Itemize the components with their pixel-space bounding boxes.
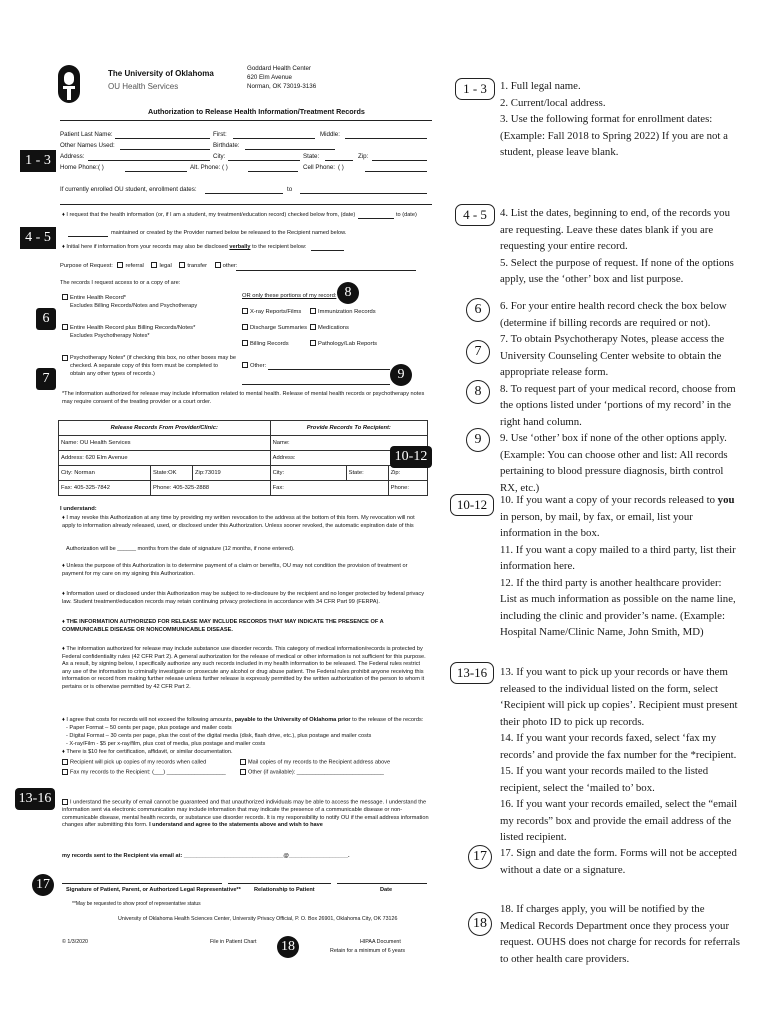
instr-10-c: in person, by mail, by fax, or email, list your information in the box. xyxy=(500,510,693,539)
enrollment-to: to xyxy=(287,186,293,193)
recipient-state-field[interactable]: State: xyxy=(346,466,388,481)
immunization-checkbox[interactable] xyxy=(310,308,316,314)
verbal-initial-field[interactable] xyxy=(311,250,344,251)
marker-9-form: 9 xyxy=(390,364,412,386)
understand-substance xyxy=(62,646,428,692)
first-name-label: First: xyxy=(213,131,227,138)
birthdate-label: Birthdate: xyxy=(213,142,240,149)
instructions-10-12 xyxy=(500,492,740,641)
purpose-legal-label: legal xyxy=(159,263,172,269)
portion-pathology xyxy=(310,340,377,348)
verbal-text-c: to the recipient below: xyxy=(252,244,307,250)
marker-10-12-right: 10-12 xyxy=(450,494,494,516)
substance-text: The information authorized for release may include substance use disorder records. This category of medical information/records is protected by Federal confidentiality rules (42 CFR Part 2). A general authorization for the release of medical or other information is not sufficient for this purpose. As a result, by signing below, I specifically authorize any such records included in my health information to be released. The Federal rules restrict any use of the information to criminally investigate or prosecute any alcohol or drug abuse patient. The Federal rules prohibit anyone receiving this information or record from making further release unless further release is expressly permitted by the written authorization of the person to whom it pertains or is otherwise permitted by 42 CFR Part 2. xyxy=(62,646,426,690)
understand-caps xyxy=(62,619,428,634)
marker-18-form: 18 xyxy=(277,936,299,958)
marker-4-5-right: 4 - 5 xyxy=(455,204,495,226)
entire-plus-row xyxy=(62,324,195,332)
entire-record-row xyxy=(62,294,126,302)
request-line-1 xyxy=(62,211,355,219)
cost-text-a: I agree that costs for records will not exceed the following amounts, xyxy=(66,717,234,723)
portion-other-checkbox[interactable] xyxy=(242,362,248,368)
last-name-field[interactable] xyxy=(115,138,210,139)
release-table xyxy=(58,420,428,496)
portion-immunization xyxy=(310,308,376,316)
medications-label: Medications xyxy=(318,325,349,331)
form-title: Authorization to Release Health Information/Treatment Records xyxy=(148,107,365,116)
request-to-date-field[interactable] xyxy=(68,236,108,237)
header-address-1: Goddard Health Center xyxy=(247,65,311,72)
portion-other-field[interactable] xyxy=(268,369,390,370)
delivery-mail xyxy=(240,759,390,767)
medications-checkbox[interactable] xyxy=(310,324,316,330)
marker-6-right: 6 xyxy=(466,298,490,322)
footer-hipaa: HIPAA Document xyxy=(360,939,401,945)
university-name: The University of Oklahoma xyxy=(108,69,214,78)
mental-health-note: *The information authorized for release may include information related to mental health. Release of mental health records or psychotherapy notes may require consent of the treating provider or a court order. xyxy=(62,391,425,405)
home-phone-paren[interactable]: ( ) xyxy=(98,164,104,171)
records-request-label: The records I request access to or a copy of are: xyxy=(60,280,181,286)
provider-state: State:OK xyxy=(151,466,193,481)
pathology-checkbox[interactable] xyxy=(310,340,316,346)
psycho-line-3: obtain any other types of records.) xyxy=(70,371,155,377)
xray-checkbox[interactable] xyxy=(242,308,248,314)
marker-10-12-form: 10-12 xyxy=(390,446,432,468)
marker-17-form: 17 xyxy=(32,874,54,896)
instr-16: 16. If you want your records emailed, select the “email my records” box and provide the email address of the listed recipient. xyxy=(500,798,738,843)
entire-plus-note: Excludes Psychotherapy Notes* xyxy=(70,333,150,339)
delivery-fax xyxy=(62,769,226,777)
cell-phone-label: Cell Phone: xyxy=(303,164,335,171)
instr-2: 2. Current/local address. xyxy=(500,96,606,109)
instr-10 xyxy=(500,492,740,542)
cell-phone-field[interactable] xyxy=(365,171,427,172)
recipient-address-field[interactable]: Address: xyxy=(270,451,427,466)
purpose-legal-checkbox[interactable] xyxy=(151,262,157,268)
provider-name: Name: OU Health Services xyxy=(59,436,271,451)
bullet: ♦ xyxy=(62,591,67,597)
marker-8-right: 8 xyxy=(466,380,490,404)
middle-name-field[interactable] xyxy=(345,138,427,139)
zip-field[interactable] xyxy=(372,160,427,161)
portions-label: OR only these portions of my record: xyxy=(242,293,337,299)
bullet: ♦ xyxy=(62,563,67,569)
bullet: ♦ xyxy=(62,244,67,250)
recipient-city-field[interactable]: City: xyxy=(270,466,346,481)
footer-file: File in Patient Chart xyxy=(210,939,257,945)
title-rule xyxy=(60,120,432,121)
header-address-3: Norman, OK 73019-3136 xyxy=(247,83,317,90)
purpose-label: Purpose of Request: xyxy=(60,263,113,269)
bullet: ♦ xyxy=(62,749,67,755)
caps-text: THE INFORMATION AUTHORIZED FOR RELEASE MAY INCLUDE RECORDS THAT MAY INDICATE THE PRESENCE OF A COMMUNICABLE DISEASE OR NONCOMMUNICABLE DISEASE. xyxy=(62,619,384,633)
cost-xray: - X-ray/Film - $5 per x-ray/film, plus cost of media, plus postage and mailer costs xyxy=(66,741,266,747)
discharge-checkbox[interactable] xyxy=(242,324,248,330)
bullet: ♦ xyxy=(62,619,67,625)
instructions-18: 18. If charges apply, you will be notified by the Medical Records Department once they process your request. OUHS does not charge for records for referrals to other health care providers. xyxy=(500,903,740,965)
marker-7-right: 7 xyxy=(466,340,490,364)
request-to-date: to (date) xyxy=(396,212,417,218)
bullet: ♦ xyxy=(62,212,67,218)
provider-city: City: Norman xyxy=(59,466,151,481)
delivery-pickup xyxy=(62,759,206,767)
marker-9-right: 9 xyxy=(466,428,490,452)
provider-head: Release Records From Provider/Clinic: xyxy=(59,421,271,436)
psycho-label: Psychotherapy Notes* (if checking this box, no other boxes may be xyxy=(70,355,237,361)
signature-field[interactable] xyxy=(62,883,222,884)
entire-plus-label: Entire Health Record plus Billing Records/Notes* xyxy=(70,325,196,331)
xray-label: X-ray Reports/Films xyxy=(250,309,302,315)
bullet: ♦ xyxy=(62,515,67,521)
request-line-2: maintained or created by the Provider named below be released to the Recipient named below. xyxy=(111,230,347,236)
enrollment-start-field[interactable] xyxy=(205,193,283,194)
portion-billing xyxy=(242,340,289,348)
other-names-field[interactable] xyxy=(120,149,210,150)
request-line-3 xyxy=(62,243,306,251)
marker-8-form: 8 xyxy=(337,282,359,304)
cell-phone-paren[interactable]: ( ) xyxy=(338,164,344,171)
delivery-other-label: Other (if available): ____________________________ xyxy=(248,769,384,776)
marker-7-left: 7 xyxy=(36,368,56,390)
bullet: ♦ xyxy=(62,717,67,723)
header-address-2: 620 Elm Avenue xyxy=(247,74,292,81)
psycho-row xyxy=(62,354,236,362)
instr-6: 6. For your entire health record check the box below (determine if billing records are required or not). xyxy=(500,300,727,329)
understand-condition xyxy=(62,563,428,578)
purpose-referral-checkbox[interactable] xyxy=(117,262,123,268)
condition-text: Unless the purpose of this Authorization is to determine payment of a claim or benefits, OU may not condition the provision of treatment or payment for my care on my signing this Authorization. xyxy=(62,563,408,577)
first-name-field[interactable] xyxy=(233,138,315,139)
footer-address: University of Oklahoma Health Sciences Center, University Privacy Official, P. O. Box 26901, Oklahoma City, OK 73126 xyxy=(118,916,398,922)
entire-record-note: Excludes Billing Records/Notes and Psychotherapy xyxy=(70,303,198,309)
fax-checkbox[interactable] xyxy=(62,769,68,775)
enrollment-label: If currently enrolled OU student, enrollment dates: xyxy=(60,186,197,193)
city-label: City: xyxy=(213,153,226,160)
instr-1: 1. Full legal name. xyxy=(500,80,581,92)
security-text: I understand the security of email cannot be guaranteed and that unauthorized individuals may be able to access the message. I understand the information sent via electronic communication may include information that may indicate the presence of a communicable disease or non-communicable disease, mental health records, or substance use disorder records. It is my responsibility to notify OU if the email address information changes after submitting this form. xyxy=(62,799,429,829)
alt-phone-paren[interactable]: ( ) xyxy=(222,164,228,171)
entire-plus-checkbox[interactable] xyxy=(62,324,68,330)
request-text-a: I request that the health information (or, if I am a student, my treatment/education record) checked below from, (date) xyxy=(66,212,356,218)
psycho-checkbox[interactable] xyxy=(62,355,68,361)
purpose-row xyxy=(60,262,237,270)
psycho-line-2: checked. A separate copy of this form must be completed to xyxy=(70,363,219,369)
delivery-other-checkbox[interactable] xyxy=(240,769,246,775)
instr-14: 14. If you want your records faxed, select ‘fax my records’ and provide the fax number for the *recipient. xyxy=(500,732,737,761)
instr-9: 9. Use ‘other’ box if none of the other options apply. xyxy=(500,432,727,444)
home-phone-label: Home Phone: xyxy=(60,164,98,171)
portion-other xyxy=(242,362,266,370)
verbal-text-a: Initial here if information from your records may also be disclosed xyxy=(66,244,228,250)
instructions-17: 17. Sign and date the form. Forms will not be accepted without a date or a signature. xyxy=(500,847,737,876)
recipient-fax-field[interactable]: Fax: xyxy=(270,481,388,496)
purpose-other-label: other: xyxy=(222,263,238,269)
verbal-text-b: verbally xyxy=(229,244,251,250)
marker-1-3-right: 1 - 3 xyxy=(455,78,495,100)
understand-fee xyxy=(62,749,233,757)
email-address-line[interactable]: my records sent to the Recipient via email at: ________________________________@___________________. xyxy=(62,853,350,859)
understand-costs xyxy=(62,717,428,725)
birthdate-field[interactable] xyxy=(245,149,335,150)
security-bold: I understand and agree to the statements above and wish to have xyxy=(149,822,323,829)
recipient-head: Provide Records To Recipient: xyxy=(270,421,427,436)
relationship-label: Relationship to Patient xyxy=(254,887,315,893)
instr-8: 8. To request part of your medical record, choose from the options listed under ‘portions of my record’ in the right hand column. xyxy=(500,382,736,428)
instr-3: 3. Use the following format for enrollment dates: xyxy=(500,113,713,125)
zip-label: Zip: xyxy=(358,153,369,160)
fee-text: There is $10 fee for certification, affidavit, or similar documentation. xyxy=(66,749,233,755)
recipient-zip-field[interactable]: Zip: xyxy=(388,466,427,481)
signature-label: Signature of Patient, Parent, or Authorized Legal Representative** xyxy=(66,887,241,893)
provider-phone: Phone: 405-325-2888 xyxy=(151,481,271,496)
marker-4-5-left: 4 - 5 xyxy=(20,227,56,249)
representative-note: **May be requested to show proof of representative status xyxy=(72,901,201,907)
delivery-other xyxy=(240,769,384,777)
address-field[interactable] xyxy=(88,160,210,161)
last-name-label: Patient Last Name: xyxy=(60,131,113,138)
marker-1-3-left: 1 - 3 xyxy=(20,150,56,172)
instr-3b: (Example: Fall 2018 to Spring 2022) If you are not a student, please leave blank. xyxy=(500,129,728,158)
request-from-date-field[interactable] xyxy=(358,218,394,219)
purpose-other-field[interactable] xyxy=(236,270,416,271)
state-label: State: xyxy=(303,153,320,160)
state-field[interactable] xyxy=(325,160,353,161)
discharge-label: Discharge Summaries xyxy=(250,325,308,331)
instr-5: 5. Select the purpose of request. If none of the options apply, use the ‘other’ box and list purpose. xyxy=(500,256,734,285)
instr-10-b: you xyxy=(717,494,735,506)
portion-medications xyxy=(310,324,349,332)
middle-name-label: Middle: xyxy=(320,131,340,138)
portion-xray xyxy=(242,308,301,316)
marker-13-16-left: 13-16 xyxy=(15,788,55,810)
portion-discharge xyxy=(242,324,307,332)
fax-label: Fax my records to the Recipient: (___) ___________________ xyxy=(70,769,226,776)
understand-expire: Authorization will be ______ months from the date of signature (12 months, if none entered). xyxy=(66,546,295,552)
portion-other-label: Other: xyxy=(250,363,267,369)
marker-17-right: 17 xyxy=(468,845,492,869)
date-field[interactable] xyxy=(337,883,427,884)
enrollment-end-field[interactable] xyxy=(300,193,427,194)
provider-address: Address: 620 Elm Avenue xyxy=(59,451,271,466)
ou-logo xyxy=(57,64,81,104)
purpose-referral-label: referral xyxy=(125,263,144,269)
instr-10-a: 10. If you want a copy of your records released to xyxy=(500,494,718,506)
email-security xyxy=(62,799,430,830)
provider-fax: Fax: 405-325-7842 xyxy=(59,481,151,496)
marker-18-right: 18 xyxy=(468,912,492,936)
instr-11: 11. If you want a copy mailed to a third party, list their information here. xyxy=(500,543,736,572)
city-field[interactable] xyxy=(228,160,300,161)
pathology-label: Pathology/Lab Reports xyxy=(318,341,377,347)
instructions-13-16 xyxy=(500,664,740,846)
home-phone-field[interactable] xyxy=(125,171,187,172)
understand-revoke xyxy=(62,515,428,530)
section-rule-1 xyxy=(60,204,432,205)
marker-6-left: 6 xyxy=(36,308,56,330)
unit-name: OU Health Services xyxy=(108,82,179,91)
purpose-other-checkbox[interactable] xyxy=(215,262,221,268)
understand-head: I understand: xyxy=(60,506,97,512)
recipient-name-field[interactable]: Name: xyxy=(270,436,427,451)
instr-9b: (Example: You can choose other and list: All records pertaining to blood pressure diagnosis, birth control RX, etc.) xyxy=(500,448,728,494)
pickup-checkbox[interactable] xyxy=(62,759,68,765)
portion-other-field-2[interactable] xyxy=(242,384,390,385)
date-label: Date xyxy=(380,887,393,893)
immunization-label: Immunization Records xyxy=(318,309,376,315)
footer-date: © 1/3/2020 xyxy=(62,939,88,945)
instructions-4-5 xyxy=(500,205,740,288)
mail-checkbox[interactable] xyxy=(240,759,246,765)
pickup-label: Recipient will pick up copies of my records when called xyxy=(70,759,207,766)
address-label: Address: xyxy=(60,153,85,160)
understand-redisclose xyxy=(62,591,428,606)
alt-phone-field[interactable] xyxy=(248,171,298,172)
revoke-text: I may revoke this Authorization at any time by providing my written revocation to the address at the bottom of this form. My revocation will not apply to information already released, used, or disclosed under this Authorization. Unless sooner revoked, the automatic expiration date of this xyxy=(62,515,415,529)
purpose-transfer-checkbox[interactable] xyxy=(179,262,185,268)
provider-zip: Zip:73019 xyxy=(193,466,271,481)
instructions-1-3 xyxy=(500,78,740,161)
entire-record-label: Entire Health Record* xyxy=(70,295,127,301)
billing-checkbox[interactable] xyxy=(242,340,248,346)
instr-4: 4. List the dates, beginning to end, of the records you are requesting. Leave these dates blank if you are requesting your entire record. xyxy=(500,207,730,252)
instructions-6-9 xyxy=(500,298,740,496)
purpose-transfer-label: transfer xyxy=(187,263,208,269)
email-checkbox[interactable] xyxy=(62,799,68,805)
cost-text-b: payable to the University of Oklahoma prior xyxy=(234,717,351,723)
alt-phone-label: Alt. Phone: xyxy=(190,164,221,171)
footer-retain: Retain for a minimum of 6 years xyxy=(330,948,406,954)
instr-13: 13. If you want to pick up your records or have them released to the individual listed on the form, select ‘Recipient will pick up copies’. Recipient must present their photo ID to pick up records. xyxy=(500,666,738,728)
relationship-field[interactable] xyxy=(228,883,331,884)
other-names-label: Other Names Used: xyxy=(60,142,115,149)
recipient-phone-field[interactable]: Phone: xyxy=(388,481,427,496)
entire-record-checkbox[interactable] xyxy=(62,294,68,300)
billing-label: Billing Records xyxy=(250,341,289,347)
cost-text-c: to the release of the records: xyxy=(352,717,424,723)
cost-paper: - Paper Format – 50 cents per page, plus postage and mailer costs xyxy=(66,725,232,731)
mail-label: Mail copies of my records to the Recipient address above xyxy=(248,759,391,766)
redisclose-text: Information used or disclosed under this Authorization may be subject to re-disclosure by the recipient and no longer protected by federal privacy law. Student treatment/education records may retain continuing privacy protections in accordance with 34 CFR Part 99 (FERPA). xyxy=(62,591,424,605)
bullet: ♦ xyxy=(62,646,67,652)
marker-13-16-right: 13-16 xyxy=(450,662,494,684)
instr-12: 12. If the third party is another healthcare provider: List as much information as possible on the name line, including the clinic and provider’s name. (Example: Hospital Name/Clinic Name, John Smith, MD) xyxy=(500,576,736,638)
instr-7: 7. To obtain Psychotherapy Notes, please access the University Counseling Center website to obtain the appropriate release form. xyxy=(500,333,725,378)
cost-digital: - Digital Format – 30 cents per page, plus the cost of the digital media (disk, flash drive, etc.), plus postage and mailer costs xyxy=(66,733,372,739)
instr-15: 15. If you want your records mailed to the listed recipient, select the ‘mailed to’ box. xyxy=(500,765,709,794)
